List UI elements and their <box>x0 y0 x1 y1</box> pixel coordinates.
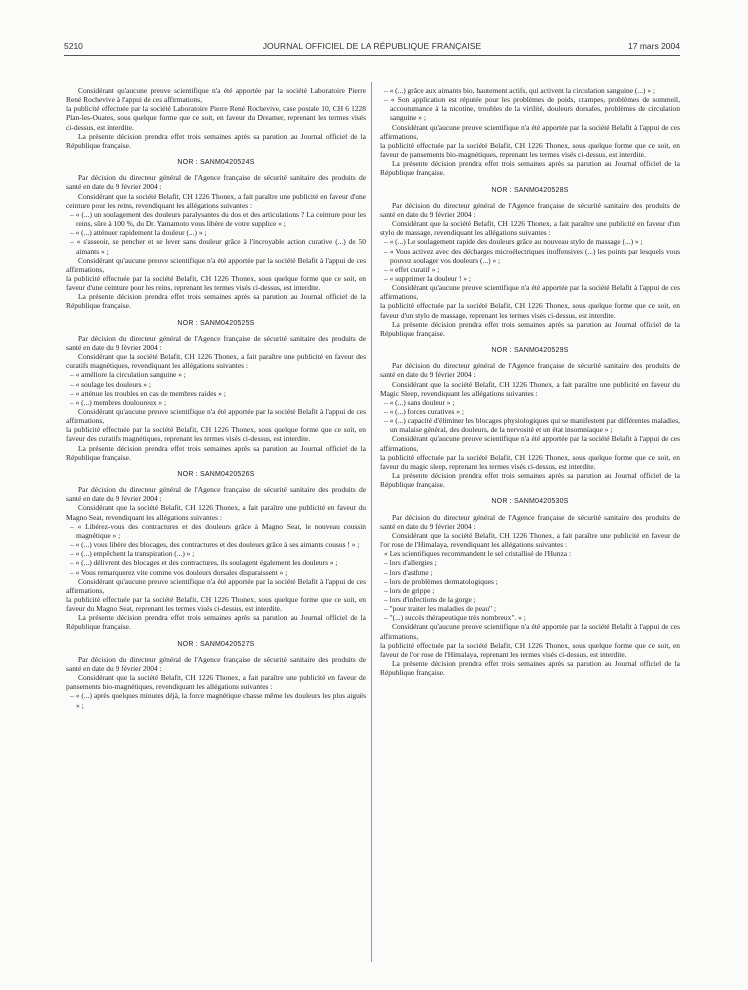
paragraph: Considérant qu'aucune preuve scientifique n'a été apportée par la société Laboratoire Pierre René Rochevive à l'appui de ces affirmations, <box>66 86 366 105</box>
allegation-item: – « (...) empêchent la transpiration (...) » ; <box>70 549 195 559</box>
paragraph: la publicité effectuée par la société Belafit, CH 1226 Thonex, sous quelque forme que ce soit, en faveur du magic sleep, reprenant les termes visés ci-dessus, est interdite. <box>380 452 680 471</box>
paragraph: Considérant qu'aucune preuve scientifique n'a été apportée par la société Belafit à l'appui de ces affirmations, <box>66 407 366 426</box>
paragraph: la publicité effectuée par la société Belafit, CH 1226 Thonex, sous quelque forme que ce soit, en faveur d'un stylo de massage, reprenant les termes visés ci-dessus, est interdite. <box>380 301 680 320</box>
header-rule <box>64 55 680 56</box>
allegation-item: – « (...) un soulagement des douleurs paralysantes du dos et des articulations ? La ceinture pour les reins, sûre à 100 %, du Dr. Yamamoto vous libère de votre supplice » ; <box>70 209 366 229</box>
allegation-item: – « améliore la circulation sanguine » ; <box>70 370 186 380</box>
allegation-item: – "pour traiter les maladies de peau" ; <box>384 604 497 614</box>
allegation-item: – « (...) sans douleur » ; <box>384 397 455 407</box>
paragraph: La présente décision prendra effet trois semaines après sa parution au Journal officiel de la République française. <box>66 613 366 632</box>
allegation-item: – « (...) grâce aux aimants bio, hautement actifs, qui activent la circulation sanguine (...) » ; <box>384 86 655 95</box>
nor-reference: NOR : SANM0420524S <box>177 159 255 167</box>
allegation-item: – « Son application est réputée pour les problèmes de poids, crampes, problèmes de sommeil, accoutumance à la nicotine, troubles de la virilité, douleurs dorsales, problèmes de circulation sanguine » ; <box>384 95 680 123</box>
paragraph: Par décision du directeur général de l'Agence française de sécurité sanitaire des produits de santé en date du 9 février 2004 : <box>66 173 366 192</box>
allegation-item: « Les scientifiques recommandent le sel cristallisé de l'Hunza : <box>384 549 572 559</box>
paragraph: La présente décision prendra effet trois semaines après sa parution au Journal officiel de la République française. <box>66 292 366 311</box>
paragraph: La présente décision prendra effet trois semaines après sa parution au Journal officiel de la République française. <box>380 159 680 178</box>
paragraph: Considérant qu'aucune preuve scientifique n'a été apportée par la société Belafit à l'appui de ces affirmations, <box>380 434 680 453</box>
allegation-item: – "(...) succès thérapeutique très nombreux". » ; <box>384 613 526 623</box>
paragraph: La présente décision prendra effet trois semaines après sa parution au Journal officiel de la République française. <box>380 659 680 678</box>
paragraph: Considérant que la société Belafit, CH 1226 Thonex, a fait paraître une publicité en faveur de pansements bio-magnétiques, revendiquant les allégations suivantes : <box>66 673 366 692</box>
left-column <box>66 86 366 710</box>
allegation-item: – lors de problèmes dermatologiques ; <box>384 576 498 586</box>
paragraph: Considérant qu'aucune preuve scientifique n'a été apportée par la société Belafit à l'appui de ces affirmations, <box>380 122 680 141</box>
paragraph: Par décision du directeur général de l'Agence française de sécurité sanitaire des produits de santé en date du 9 février 2004 : <box>380 512 680 531</box>
nor-reference: NOR : SANM0420527S <box>177 640 255 648</box>
paragraph: Considérant que la société Belafit, CH 1226 Thonex, a fait paraître une publicité en faveur de l'or rose de l'Himalaya, revendiquant les allégations suivantes : <box>380 530 680 550</box>
paragraph: la publicité effectuée par la société Belafit, CH 1226 Thonex, sous quelque forme que ce soit, en faveur des curatifs magnétiques, reprenant les termes visés ci-dessus, est interdite. <box>66 425 366 444</box>
column-divider <box>371 82 372 962</box>
allegation-item: – lors d'asthme ; <box>384 567 433 577</box>
allegation-item: – « Vous activez avec des décharges microélectriques inoffensives (...) les points par lesquels vous pouvez soulager vos douleurs (...) » ; <box>384 246 680 265</box>
paragraph: Par décision du directeur général de l'Agence française de sécurité sanitaire des produits de santé en date du 9 février 2004 : <box>66 654 366 673</box>
paragraph: Par décision du directeur général de l'Agence française de sécurité sanitaire des produits de santé en date du 9 février 2004 : <box>380 200 680 219</box>
allegation-item: – « (...) atténuer rapidement la douleur (...) » ; <box>70 228 207 238</box>
nor-reference: NOR : SANM0420530S <box>491 498 569 506</box>
allegation-item: – « soulage les douleurs » ; <box>70 379 151 389</box>
allegation-item: – « (...) délivrent des blocages et des contractures, ils soulagent également les douleurs » ; <box>70 558 338 568</box>
journal-title: JOURNAL OFFICIEL DE LA RÉPUBLIQUE FRANÇAISE <box>262 41 482 51</box>
paragraph: Considérant que la société Belafit, CH 1226 Thonex, a fait paraître une publicité en faveur des curatifs magnétiques, revendiquant les allégations suivantes : <box>66 352 366 371</box>
paragraph: Considérant qu'aucune preuve scientifique n'a été apportée par la société Belafit à l'appui de ces affirmations, <box>66 576 366 595</box>
nor-reference: NOR : SANM0420526S <box>177 470 255 478</box>
allegation-item: – « (...) membres douloureux » ; <box>70 397 167 407</box>
allegation-item: – « Libérez-vous des contractures et des douleurs grâce à Magno Seat, le nouveau coussin magnétique » ; <box>70 521 366 540</box>
allegation-item: – lors d'infections de la gorge ; <box>384 594 476 604</box>
allegation-item: – « atténue les troubles en cas de membres raides » ; <box>70 388 226 398</box>
paragraph: Considérant que la société Belafit, CH 1226 Thonex, a fait paraître une publicité en faveur du Magno Seat, revendiquant les allégations suivantes : <box>66 503 366 522</box>
paragraph: la publicité effectuée par la société Laboratoire Pierre René Rochevive, case postale 10, CH 6 1228 Plan-les-Ouates, sous quelque forme que ce soit, en faveur du Dreamer, reprenant les termes visés ci-dessus, est interdite. <box>66 104 366 132</box>
allegation-item: – lors d'allergies ; <box>384 558 437 568</box>
allegation-item: – « (...) Le soulagement rapide des douleurs grâce au nouveau stylo de massage (...) » ; <box>384 237 643 247</box>
paragraph: La présente décision prendra effet trois semaines après sa parution au Journal officiel de la République française. <box>66 443 366 462</box>
paragraph: Considérant que la société Belafit, CH 1226 Thonex, a fait paraître une publicité en faveur d'une ceinture pour les reins, revendiquant les allégations suivantes : <box>66 191 366 210</box>
page-header <box>64 41 680 53</box>
allegation-item: – « effet curatif » ; <box>384 264 440 274</box>
page-number: 5210 <box>64 41 83 51</box>
nor-reference: NOR : SANM0420525S <box>177 319 255 327</box>
paragraph: la publicité effectuée par la société Belafit, CH 1226 Thonex, sous quelque forme que ce soit, en faveur du Magno Seat, reprenant les termes visés ci-dessus, est interdite. <box>66 594 366 614</box>
nor-reference: NOR : SANM0420529S <box>491 347 569 355</box>
issue-date: 17 mars 2004 <box>628 41 680 51</box>
paragraph: Par décision du directeur général de l'Agence française de sécurité sanitaire des produits de santé en date du 9 février 2004 : <box>380 361 680 380</box>
nor-reference: NOR : SANM0420528S <box>491 186 569 194</box>
paragraph: Par décision du directeur général de l'Agence française de sécurité sanitaire des produits de santé en date du 9 février 2004 : <box>66 485 366 504</box>
paragraph: La présente décision prendra effet trois semaines après sa parution au Journal officiel de la République française. <box>66 131 366 150</box>
allegation-item: – lors de grippe ; <box>384 585 435 595</box>
paragraph: Considérant qu'aucune preuve scientifique n'a été apportée par la société Belafit à l'appui de ces affirmations, <box>66 255 366 274</box>
paragraph: la publicité effectuée par la société Belafit, CH 1226 Thonex, sous quelque forme que ce soit, en faveur d'une ceinture pour les reins, reprenant les termes visés ci-dessus, est interdite. <box>66 273 366 293</box>
paragraph: Considérant qu'aucune preuve scientifique n'a été apportée par la société Belafit à l'appui de ces affirmations, <box>380 622 680 641</box>
paragraph: Considérant que la société Belafit, CH 1226 Thonex, a fait paraître une publicité en faveur du Magic Sleep, revendiquant les allégations suivantes : <box>380 379 680 398</box>
allegation-item: – « (...) capacité d'éliminer les blocages physiologiques qui se manifestent par différentes maladies, un malaise général, des douleurs, de la nervosité et un état insomniaque » ; <box>384 416 680 435</box>
allegation-item: – « (...) après quelques minutes déjà, la force magnétique chasse même les douleurs les plus aiguës » ; <box>70 691 366 710</box>
paragraph: La présente décision prendra effet trois semaines après sa parution au Journal officiel de la République française. <box>380 319 680 338</box>
allegation-item: – « s'asseoir, se pencher et se lever sans douleur grâce à l'incroyable action curative (...) de 50 aimants » ; <box>70 237 366 256</box>
paragraph: Considérant qu'aucune preuve scientifique n'a été apportée par la société Belafit à l'appui de ces affirmations, <box>380 283 680 302</box>
paragraph: la publicité effectuée par la société Belafit, CH 1226 Thonex, sous quelque forme que ce soit, en faveur de pansements bio-magnétiques, reprenant les termes visés ci-dessus, est interdite. <box>380 140 680 160</box>
paragraph: La présente décision prendra effet trois semaines après sa parution au Journal officiel de la République française. <box>380 471 680 490</box>
allegation-item: – « (...) vous libère des blocages, des contractures et des douleurs grâce à ses aimants cousus ! » ; <box>70 540 360 550</box>
paragraph: Considérant que la société Belafit, CH 1226 Thonex, a fait paraître une publicité en faveur d'un stylo de massage, revendiquant les allégations suivantes : <box>380 219 680 238</box>
right-column <box>380 86 680 677</box>
allegation-item: – « supprimer la douleur ! » ; <box>384 273 471 283</box>
allegation-item: – « (...) forces curatives » ; <box>384 407 464 416</box>
paragraph: la publicité effectuée par la société Belafit, CH 1226 Thonex, sous quelque forme que ce soit, en faveur de l'or rose de l'Himalaya, reprenant les termes visés ci-dessus, est interdite. <box>380 640 680 659</box>
allegation-item: – « Vous remarquerez vite comme vos douleurs dorsales disparaissent » ; <box>70 567 288 577</box>
paragraph: Par décision du directeur général de l'Agence française de sécurité sanitaire des produits de santé en date du 9 février 2004 : <box>66 333 366 352</box>
